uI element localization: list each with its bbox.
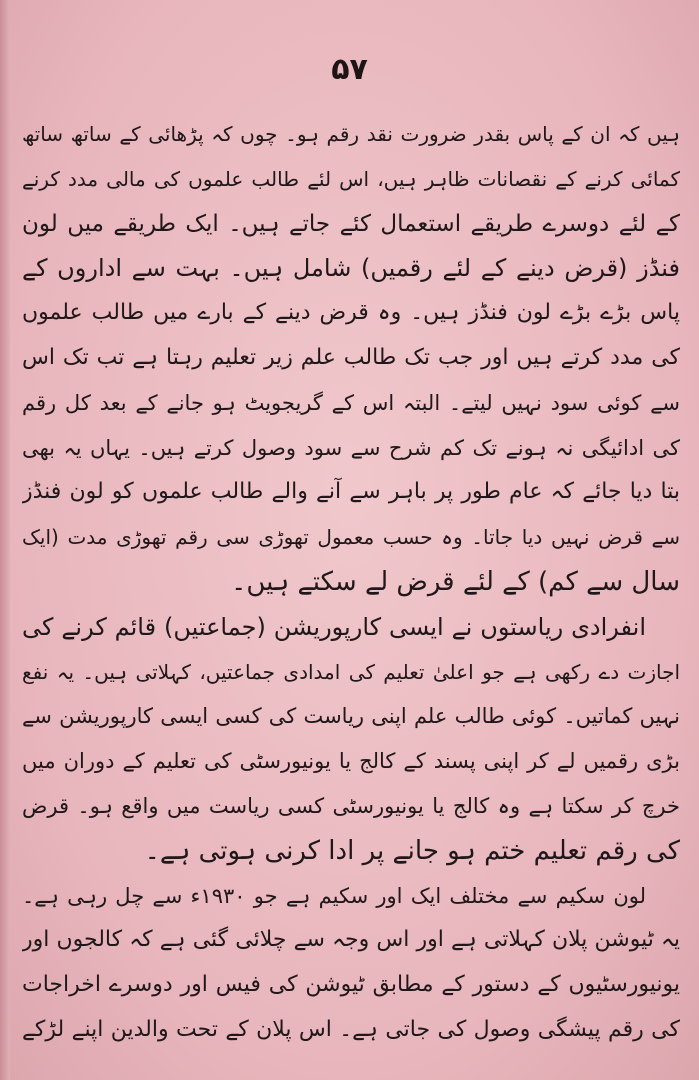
- text-line: یہ ٹیوشن پلان کہلاتی ہے اور اس وجہ سے چلائی گئی ہے کہ کالجوں اور: [22, 927, 680, 953]
- text-line: فنڈز (قرض دینے کے لئے رقمیں) شامل ہیں۔ بہت سے اداروں کے: [22, 254, 680, 283]
- text-line: ہیں کہ ان کے پاس بقدر ضرورت نقد رقم ہو۔ چوں کہ پڑھائی کے ساتھ ساتھ: [22, 122, 680, 146]
- text-line: یونیورسٹیوں کے دستور کے مطابق ٹیوشن کی فیس اور دوسرے اخراجات: [22, 972, 680, 998]
- text-line: کے لئے دوسرے طریقے استعمال کئے جاتے ہیں۔ ایک طریقے میں لون: [22, 210, 680, 237]
- text-line: سے قرض نہیں دیا جاتا۔ وہ حسب معمول تھوڑی سی رقم تھوڑی مدت (ایک: [22, 525, 680, 550]
- urdu-text-body: [22, 112, 680, 1053]
- text-line: سے کوئی سود نہیں لیتے۔ البتہ اس کے گریجویٹ ہو جانے کے بعد کل رقم: [22, 390, 680, 415]
- text-line: پاس بڑے بڑے لون فنڈز ہیں۔ وہ قرض دینے کے بارے میں طالب علموں: [22, 300, 680, 326]
- text-line: نہیں کماتیں۔ کوئی طالب علم اپنی ریاست کی کسی ایسی کارپوریشن سے: [22, 704, 680, 729]
- text-line-part: اعلیٰ تعلیم کی امدادی جماعتیں، کہلاتی ہیں۔ یہ نفع: [22, 659, 474, 684]
- page-number: ۵۷: [331, 52, 368, 87]
- text-line-paragraph-start: لون سکیم سے مختلف ایک اور سکیم ہے جو ۱۹۳۰ء سے چل رہی ہے۔: [22, 883, 646, 908]
- text-line: بتا دیا جائے کہ عام طور پر باہر سے آنے والے طالب علموں کو لون فنڈز: [22, 479, 680, 505]
- text-line-part: اجازت دے رکھی ہے جو: [482, 659, 680, 684]
- text-line: [22, 650, 680, 695]
- text-line: کی ادائیگی نہ ہونے تک کم شرح سے سود وصول کرتے ہیں۔ یہاں یہ بھی: [22, 435, 680, 460]
- text-line: کمائی کرنے کے نقصانات ظاہر ہیں، اس لئے طالب علموں کی مالی مدد کرنے: [22, 166, 680, 191]
- text-line-paragraph-start: انفرادی ریاستوں نے ایسی کارپوریشن (جماعتیں) قائم کرنے کی: [22, 612, 646, 641]
- text-line-paragraph-end: کی رقم تعلیم ختم ہو جانے پر ادا کرنی ہوتی ہے۔: [144, 835, 680, 866]
- text-line: خرچ کر سکتا ہے وہ کالج یا یونیورسٹی کسی ریاست میں واقع ہو۔ قرض: [22, 793, 680, 818]
- text-line: کی مدد کرتے ہیں اور جب تک طالب علم زیر تعلیم رہتا ہے تب تک اس: [22, 344, 680, 370]
- text-line: کی رقم پیشگی وصول کی جاتی ہے۔ اس پلان کے تحت والدین اپنے لڑکے: [22, 1016, 680, 1042]
- text-line: بڑی رقمیں لے کر اپنی پسند کے کالج یا یونیورسٹی کی تعلیم کے دوران میں: [22, 749, 680, 774]
- page-spine-shadow: [0, 0, 10, 1080]
- text-line-paragraph-end: سال سے کم) کے لئے قرض لے سکتے ہیں۔: [231, 566, 680, 597]
